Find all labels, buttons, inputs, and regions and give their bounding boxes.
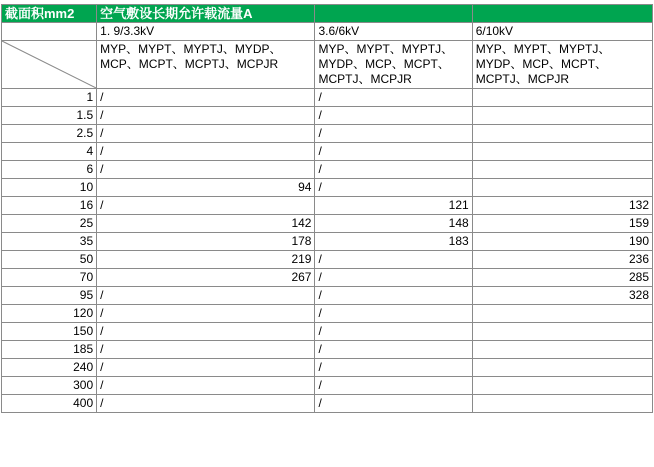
area-diagonal-cell [2,41,97,89]
cell-v2: / [315,395,472,413]
cell-v1: / [97,395,315,413]
cell-v1: / [97,161,315,179]
cell-v1: / [97,107,315,125]
table-row [2,287,653,305]
cell-v1: / [97,197,315,215]
cable-types-2: MYP、MYPT、MYPTJ、MYDP、MCP、MCPT、MCPTJ、MCPJR [315,41,472,89]
cell-v1: 178 [97,233,315,251]
spreadsheet-canvas [0,4,654,467]
cable-type-row [2,41,653,89]
cell-area: 25 [2,215,97,233]
cell-area: 400 [2,395,97,413]
cell-v2: / [315,305,472,323]
cell-v2: / [315,323,472,341]
cell-v2: / [315,341,472,359]
cell-v2: / [315,359,472,377]
cell-v2: / [315,161,472,179]
cell-area: 120 [2,305,97,323]
voltage-label-2: 3.6/6kV [315,23,472,41]
cell-v3 [472,179,652,197]
cell-v2: / [315,269,472,287]
cell-v2: / [315,89,472,107]
cell-v3 [472,107,652,125]
table-row [2,305,653,323]
cell-v1: / [97,359,315,377]
table-row [2,395,653,413]
table-row [2,125,653,143]
cell-area: 1 [2,89,97,107]
cell-v1: / [97,323,315,341]
header-cell-blank-2 [472,5,652,23]
header-cell-current: 空气敷设长期允许载流量A [97,5,315,23]
cell-v2: / [315,377,472,395]
cable-types-3: MYP、MYPT、MYPTJ、MYDP、MCP、MCPT、MCPTJ、MCPJR [472,41,652,89]
cell-v3: 159 [472,215,652,233]
cell-v2: 148 [315,215,472,233]
table-row [2,323,653,341]
cell-v2: / [315,251,472,269]
cell-area: 6 [2,161,97,179]
cell-v3 [472,143,652,161]
table-row [2,359,653,377]
cell-area: 150 [2,323,97,341]
cell-v3 [472,305,652,323]
cell-v1: 142 [97,215,315,233]
cell-v3 [472,89,652,107]
diagonal-line-icon [2,41,96,88]
table-row [2,107,653,125]
cell-area: 70 [2,269,97,287]
table-row [2,269,653,287]
cell-v2: / [315,143,472,161]
cell-v3: 328 [472,287,652,305]
cell-v3 [472,377,652,395]
cell-area: 50 [2,251,97,269]
table-row [2,215,653,233]
cell-area: 185 [2,341,97,359]
table-row [2,197,653,215]
cell-area: 300 [2,377,97,395]
cell-area: 16 [2,197,97,215]
cell-v3 [472,341,652,359]
cell-v3: 236 [472,251,652,269]
cell-v3 [472,323,652,341]
table-row [2,251,653,269]
table-row [2,341,653,359]
cell-area: 1.5 [2,107,97,125]
current-capacity-table [1,4,653,413]
cell-v1: 219 [97,251,315,269]
cell-v1: / [97,143,315,161]
cell-v2: / [315,125,472,143]
cell-v3: 132 [472,197,652,215]
voltage-label-1: 1. 9/3.3kV [97,23,315,41]
cell-v3: 285 [472,269,652,287]
cell-area: 35 [2,233,97,251]
cell-v2: 121 [315,197,472,215]
cell-v3 [472,395,652,413]
cell-v3 [472,359,652,377]
cell-area: 95 [2,287,97,305]
table-row [2,143,653,161]
cell-v1: / [97,89,315,107]
cable-types-1: MYP、MYPT、MYPTJ、MYDP、MCP、MCPT、MCPTJ、MCPJR [97,41,315,89]
table-row [2,89,653,107]
cell-v1: / [97,305,315,323]
table-row [2,377,653,395]
voltage-label-3: 6/10kV [472,23,652,41]
cell-v2: / [315,287,472,305]
header-cell-blank-1 [315,5,472,23]
cell-v1: / [97,287,315,305]
table-row [2,233,653,251]
cell-v2: 183 [315,233,472,251]
voltage-row-area-blank [2,23,97,41]
cell-v3: 190 [472,233,652,251]
table-header-row [2,5,653,23]
table-row [2,161,653,179]
table-row [2,179,653,197]
header-cell-area: 截面积mm2 [2,5,97,23]
cell-v1: / [97,341,315,359]
cell-v1: / [97,377,315,395]
cell-v1: 94 [97,179,315,197]
area-diagonal-label [5,42,93,44]
cell-area: 2.5 [2,125,97,143]
cell-v2: / [315,107,472,125]
cell-v1: 267 [97,269,315,287]
cell-v3 [472,125,652,143]
cell-area: 4 [2,143,97,161]
cell-area: 240 [2,359,97,377]
voltage-row [2,23,653,41]
cell-v2: / [315,179,472,197]
cell-v3 [472,161,652,179]
cell-v1: / [97,125,315,143]
cell-area: 10 [2,179,97,197]
